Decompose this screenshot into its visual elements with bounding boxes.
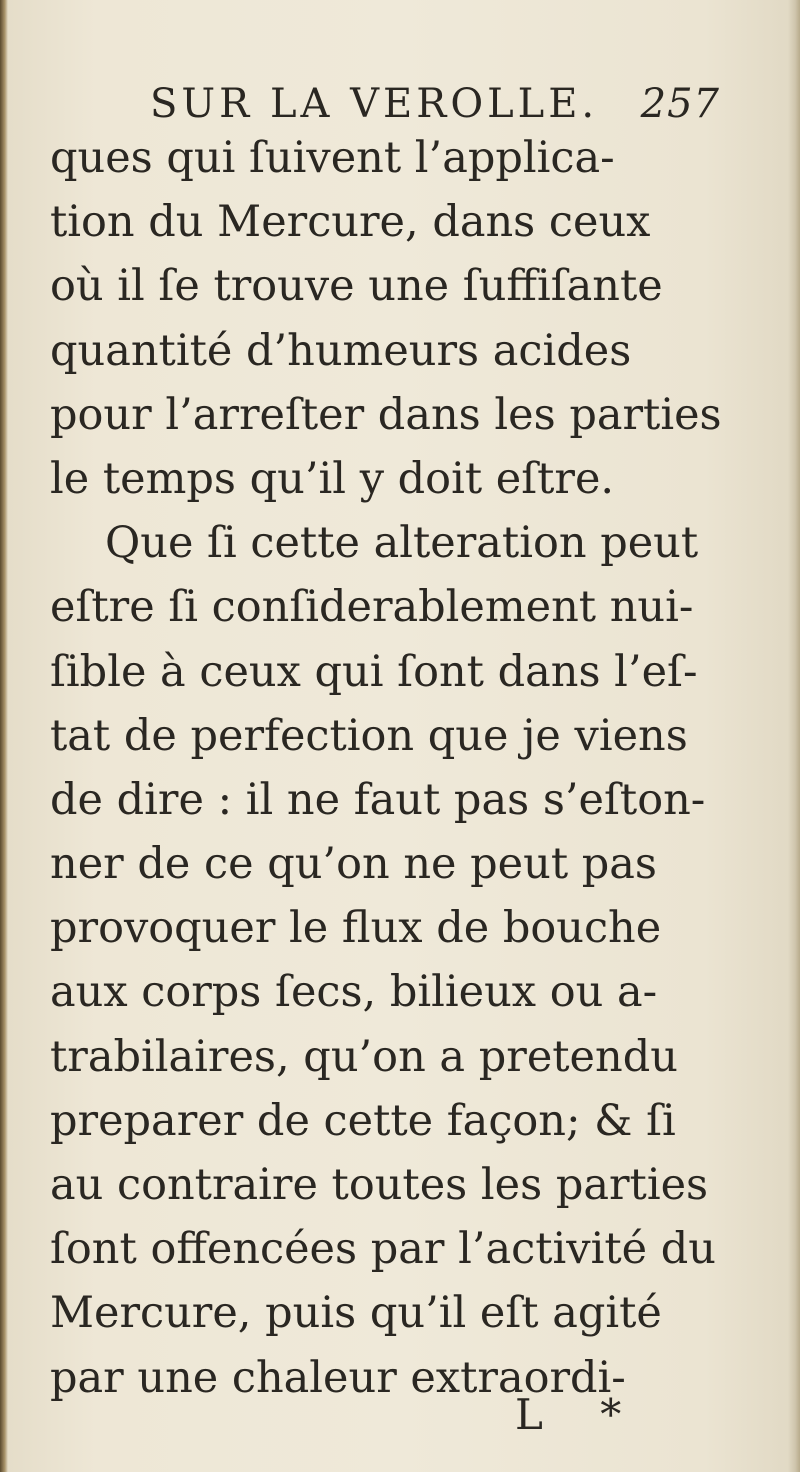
text-line: tion du Mercure, dans ceux bbox=[50, 197, 651, 248]
text-line: le temps qu’il y doit eſtre. bbox=[50, 453, 615, 504]
page-number: 257 bbox=[640, 81, 720, 127]
text-line: trabilaires, qu’on a pretendu bbox=[50, 1031, 678, 1082]
page-edge-shadow bbox=[788, 0, 800, 1472]
text-line: de dire : il ne faut pas s’eſton- bbox=[50, 774, 706, 825]
text-line: provoquer le flux de bouche bbox=[50, 903, 662, 954]
text-line: aux corps ſecs, bilieux ou a- bbox=[50, 967, 658, 1018]
text-line: au contraire toutes les parties bbox=[50, 1160, 709, 1210]
signature-mark: L * bbox=[515, 1390, 644, 1439]
book-spine-shadow bbox=[0, 0, 8, 1472]
text-line: où il ſe trouve une ſuffiſante bbox=[50, 261, 663, 312]
text-line: tat de perfection que je viens bbox=[50, 710, 688, 761]
text-line: eſtre ſi conſiderablement nui- bbox=[50, 582, 694, 633]
text-line: ner de ce qu’on ne peut pas bbox=[50, 839, 657, 890]
text-line: par une chaleur extraordi- bbox=[50, 1352, 626, 1403]
text-line: ſont offencées par l’activité du bbox=[50, 1224, 716, 1275]
running-title: SUR LA VEROLLE. bbox=[150, 81, 599, 127]
text-line: quantité d’humeurs acides bbox=[50, 325, 632, 376]
text-line: pour l’arreſter dans les parties bbox=[50, 389, 722, 440]
paragraph-start-line: Que ſi cette alteration peut bbox=[105, 518, 699, 569]
text-line: ques qui ſuivent l’applica- bbox=[50, 133, 615, 183]
text-line: preparer de cette façon; & ſi bbox=[50, 1095, 676, 1146]
running-head bbox=[150, 76, 720, 132]
text-line: ſible à ceux qui ſont dans l’eſ- bbox=[50, 646, 698, 697]
text-line: Mercure, puis qu’il eſt agité bbox=[50, 1288, 662, 1339]
body-text bbox=[50, 126, 740, 1410]
